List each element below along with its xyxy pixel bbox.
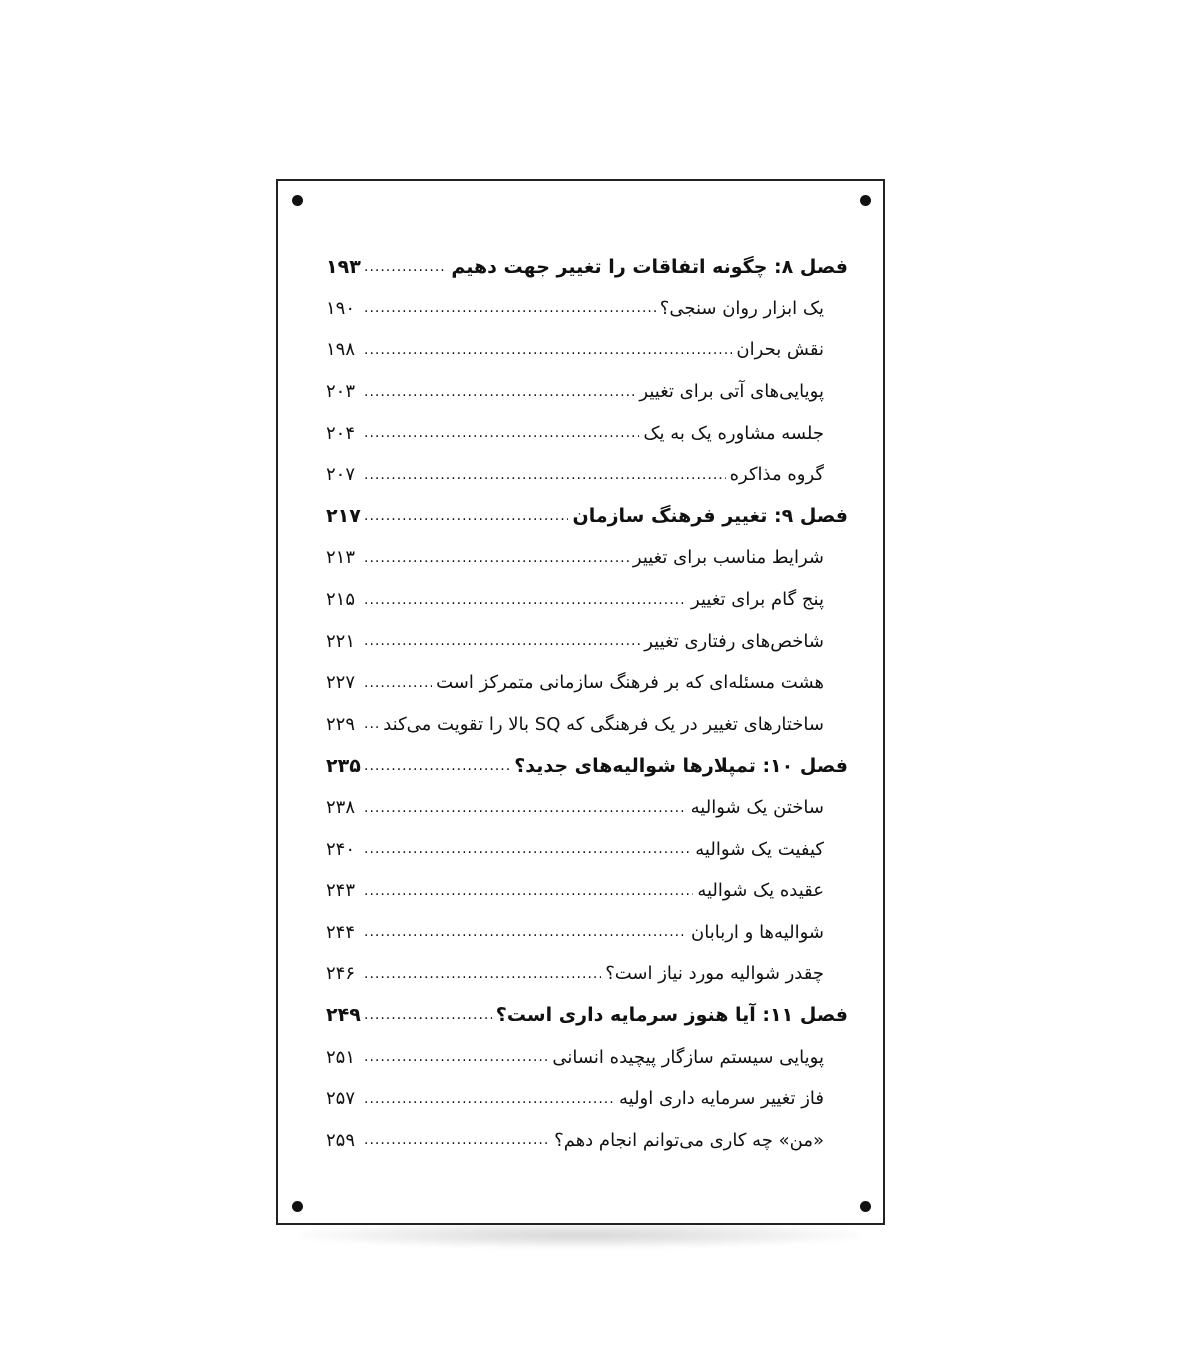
dot-leader [362,508,568,524]
toc-entry-title: شوالیه‌ها و اربابان [691,921,824,943]
toc-section [326,828,848,870]
corner-dot-icon [292,1201,303,1212]
toc-entry-title: پویایی سیستم سازگار پیچیده انسانی [552,1046,824,1068]
dot-leader [362,259,447,275]
toc-chapter-8 [326,246,848,288]
toc-page-number: ۲۰۴ [326,422,356,444]
dot-leader [362,300,656,316]
toc-entry-title: نقش بحران [736,339,824,361]
toc-page-number: ۲۵۹ [326,1129,356,1151]
toc-section [326,537,848,579]
toc-entry-title: گروه مذاکره [729,464,824,486]
dot-leader [362,675,432,691]
dot-leader [362,758,510,774]
toc-entry-title: پویایی‌های آتی برای تغییر [639,381,824,403]
dot-leader [362,342,732,358]
toc-section [326,704,848,746]
toc-section [326,662,848,704]
toc-section [326,787,848,829]
toc-page-number: ۲۵۱ [326,1046,356,1068]
toc-page-number: ۲۴۶ [326,963,356,985]
toc-entry-title: عقیده یک شوالیه [697,880,824,902]
dot-leader [362,1132,550,1148]
toc-entry-title: ساختارهای تغییر در یک فرهنگی که SQ بالا را تقویت می‌کند [383,713,824,735]
dot-leader [362,716,379,732]
toc-entry-title: کیفیت یک شوالیه [695,838,824,860]
dot-leader [362,1007,492,1023]
toc-entry-title: شاخص‌های رفتاری تغییر [644,630,824,652]
dot-leader [362,384,635,400]
toc-entry-title: فصل ۸: چگونه اتفاقات را تغییر جهت دهیم [451,255,848,278]
toc-section [326,953,848,995]
toc-page-number: ۲۴۳ [326,880,356,902]
corner-dot-icon [292,195,303,206]
toc-section [326,579,848,621]
toc-section [326,912,848,954]
toc-chapter-10 [326,745,848,787]
dot-leader [362,924,687,940]
dot-leader [362,633,640,649]
toc-page-number: ۲۱۷ [326,505,361,528]
toc-entry-title: پنج گام برای تغییر [691,589,824,611]
toc-entry-title: هشت مسئله‌ای که بر فرهنگ سازمانی متمرکز است [436,672,824,694]
toc-section [326,1078,848,1120]
dot-leader [362,1091,615,1107]
toc-section [326,870,848,912]
toc-entry-title: یک ابزار روان سنجی؟ [659,297,824,319]
toc-entry-title: «من» چه کاری می‌توانم انجام دهم؟ [554,1129,824,1151]
toc-section [326,1036,848,1078]
toc-entry-title: شرایط مناسب برای تغییر [632,547,824,569]
dot-leader [362,550,629,566]
toc-entry-title: ساختن یک شوالیه [690,797,824,819]
toc-page-number: ۲۰۳ [326,381,356,403]
toc-section [326,620,848,662]
toc-page-number: ۲۲۷ [326,672,356,694]
dot-leader [362,467,726,483]
dot-leader [362,592,687,608]
toc-entry-title: جلسه مشاوره یک به یک [643,422,824,444]
toc-chapter-9 [326,496,848,538]
dot-leader [362,883,693,899]
toc-page-number: ۲۱۳ [326,547,356,569]
corner-dot-icon [860,1201,871,1212]
page-shadow [300,1222,860,1248]
toc-entry-title: فصل ۱۱: آیا هنوز سرمایه داری است؟ [495,1004,848,1027]
toc-page-number: ۲۳۵ [326,754,361,777]
dot-leader [362,966,601,982]
toc-entry-title: فاز تغییر سرمایه داری اولیه [618,1088,824,1110]
toc-page-number: ۲۱۵ [326,589,356,611]
toc-section [326,371,848,413]
toc-entry-title: فصل ۹: تغییر فرهنگ سازمان [572,505,848,528]
corner-dot-icon [860,195,871,206]
toc-page-number: ۲۳۸ [326,797,356,819]
dot-leader [362,841,691,857]
toc-page-number: ۱۹۰ [326,297,356,319]
toc-page-number: ۲۴۹ [326,1004,361,1027]
dot-leader [362,425,639,441]
toc-section [326,412,848,454]
toc-page-number: ۲۴۴ [326,921,356,943]
toc-section [326,1119,848,1161]
toc-page-number: ۲۰۷ [326,464,356,486]
toc-section [326,454,848,496]
table-of-contents [326,246,848,1161]
toc-page-number: ۱۹۸ [326,339,356,361]
toc-page-number: ۱۹۳ [326,255,361,278]
toc-section [326,288,848,330]
toc-page-number: ۲۴۰ [326,838,356,860]
dot-leader [362,800,687,816]
toc-chapter-11 [326,995,848,1037]
toc-page-number: ۲۲۱ [326,630,356,652]
toc-page-number: ۲۲۹ [326,713,356,735]
dot-leader [362,1049,548,1065]
toc-page-number: ۲۵۷ [326,1088,356,1110]
toc-entry-title: فصل ۱۰: تمپلارها شوالیه‌های جدید؟ [514,754,848,777]
toc-section [326,329,848,371]
toc-entry-title: چقدر شوالیه مورد نیاز است؟ [605,963,824,985]
